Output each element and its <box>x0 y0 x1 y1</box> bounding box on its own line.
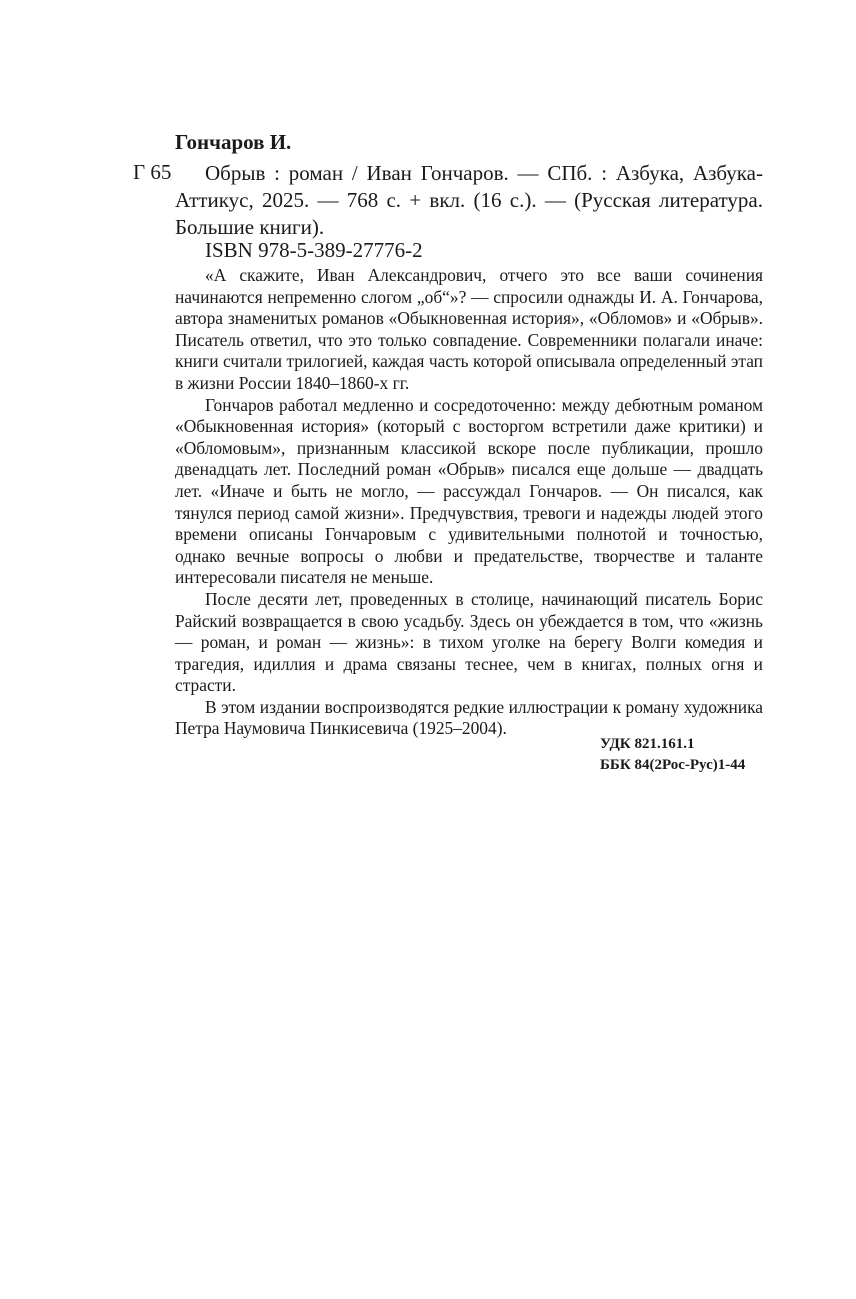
annotation-paragraph: После десяти лет, проведенных в столице, начинающий писатель Борис Райский возвращается в свою усадьбу. Здесь он убеждается в том, что «жизнь — роман, и роман — жизнь»: в тихом уголке на берегу Волги комедия и трагедия, идиллия и драма связаны теснее, чем в книгах, полных огня и страсти. <box>175 588 763 696</box>
bbk-index: ББК 84(2Рос-Рус)1-44 <box>600 757 746 773</box>
annotation <box>175 265 763 740</box>
isbn: ISBN 978-5-389-27776-2 <box>205 238 423 262</box>
annotation-paragraph: Гончаров работал медленно и сосредоточенно: между дебютным романом «Обыкновенная история» (который с восторгом встретили даже критики) и «Обломовым», признанным классикой вскоре после публикации, прошло двенадцать лет. Последний роман «Обрыв» писался еще дольше — двадцать лет. «Иначе и быть не могло, — рассуждал Гончаров. — Он писался, как тянулся период самой жизни». Предчувствия, тревоги и надежды людей этого времени описаны Гончаровым с удивительными полнотой и точностью, однако вечные вопросы о любви и предательстве, творчестве и таланте интересовали писателя не меньше. <box>175 394 763 588</box>
annotation-paragraph: «А скажите, Иван Александрович, отчего это все ваши сочинения начинаются непременно слогом „об“»? — спросили однажды И. А. Гончарова, автора знаменитых романов «Обыкновенная история», «Обломов» и «Обрыв». Писатель ответил, что это только совпадение. Современники полагали иначе: книги считали трилогией, каждая часть которой описывала определенный этап в жизни России 1840–1860-х гг. <box>175 265 763 393</box>
annotation-paragraph: В этом издании воспроизводятся редкие иллюстрации к роману художника Петра Наумовича Пинкисевича (1925–2004). <box>175 696 763 739</box>
bibliographic-description: Обрыв : роман / Иван Гончаров. — СПб. : Азбука, Азбука-Аттикус, 2025. — 768 с. + вкл. (16 с.). — (Русская литература. Большие книги). <box>175 161 763 239</box>
author-heading: Гончаров И. <box>175 130 292 154</box>
udk-index: УДК 821.161.1 <box>600 736 695 752</box>
classification-indices <box>600 734 745 776</box>
author-sign-code: Г 65 <box>133 160 172 184</box>
